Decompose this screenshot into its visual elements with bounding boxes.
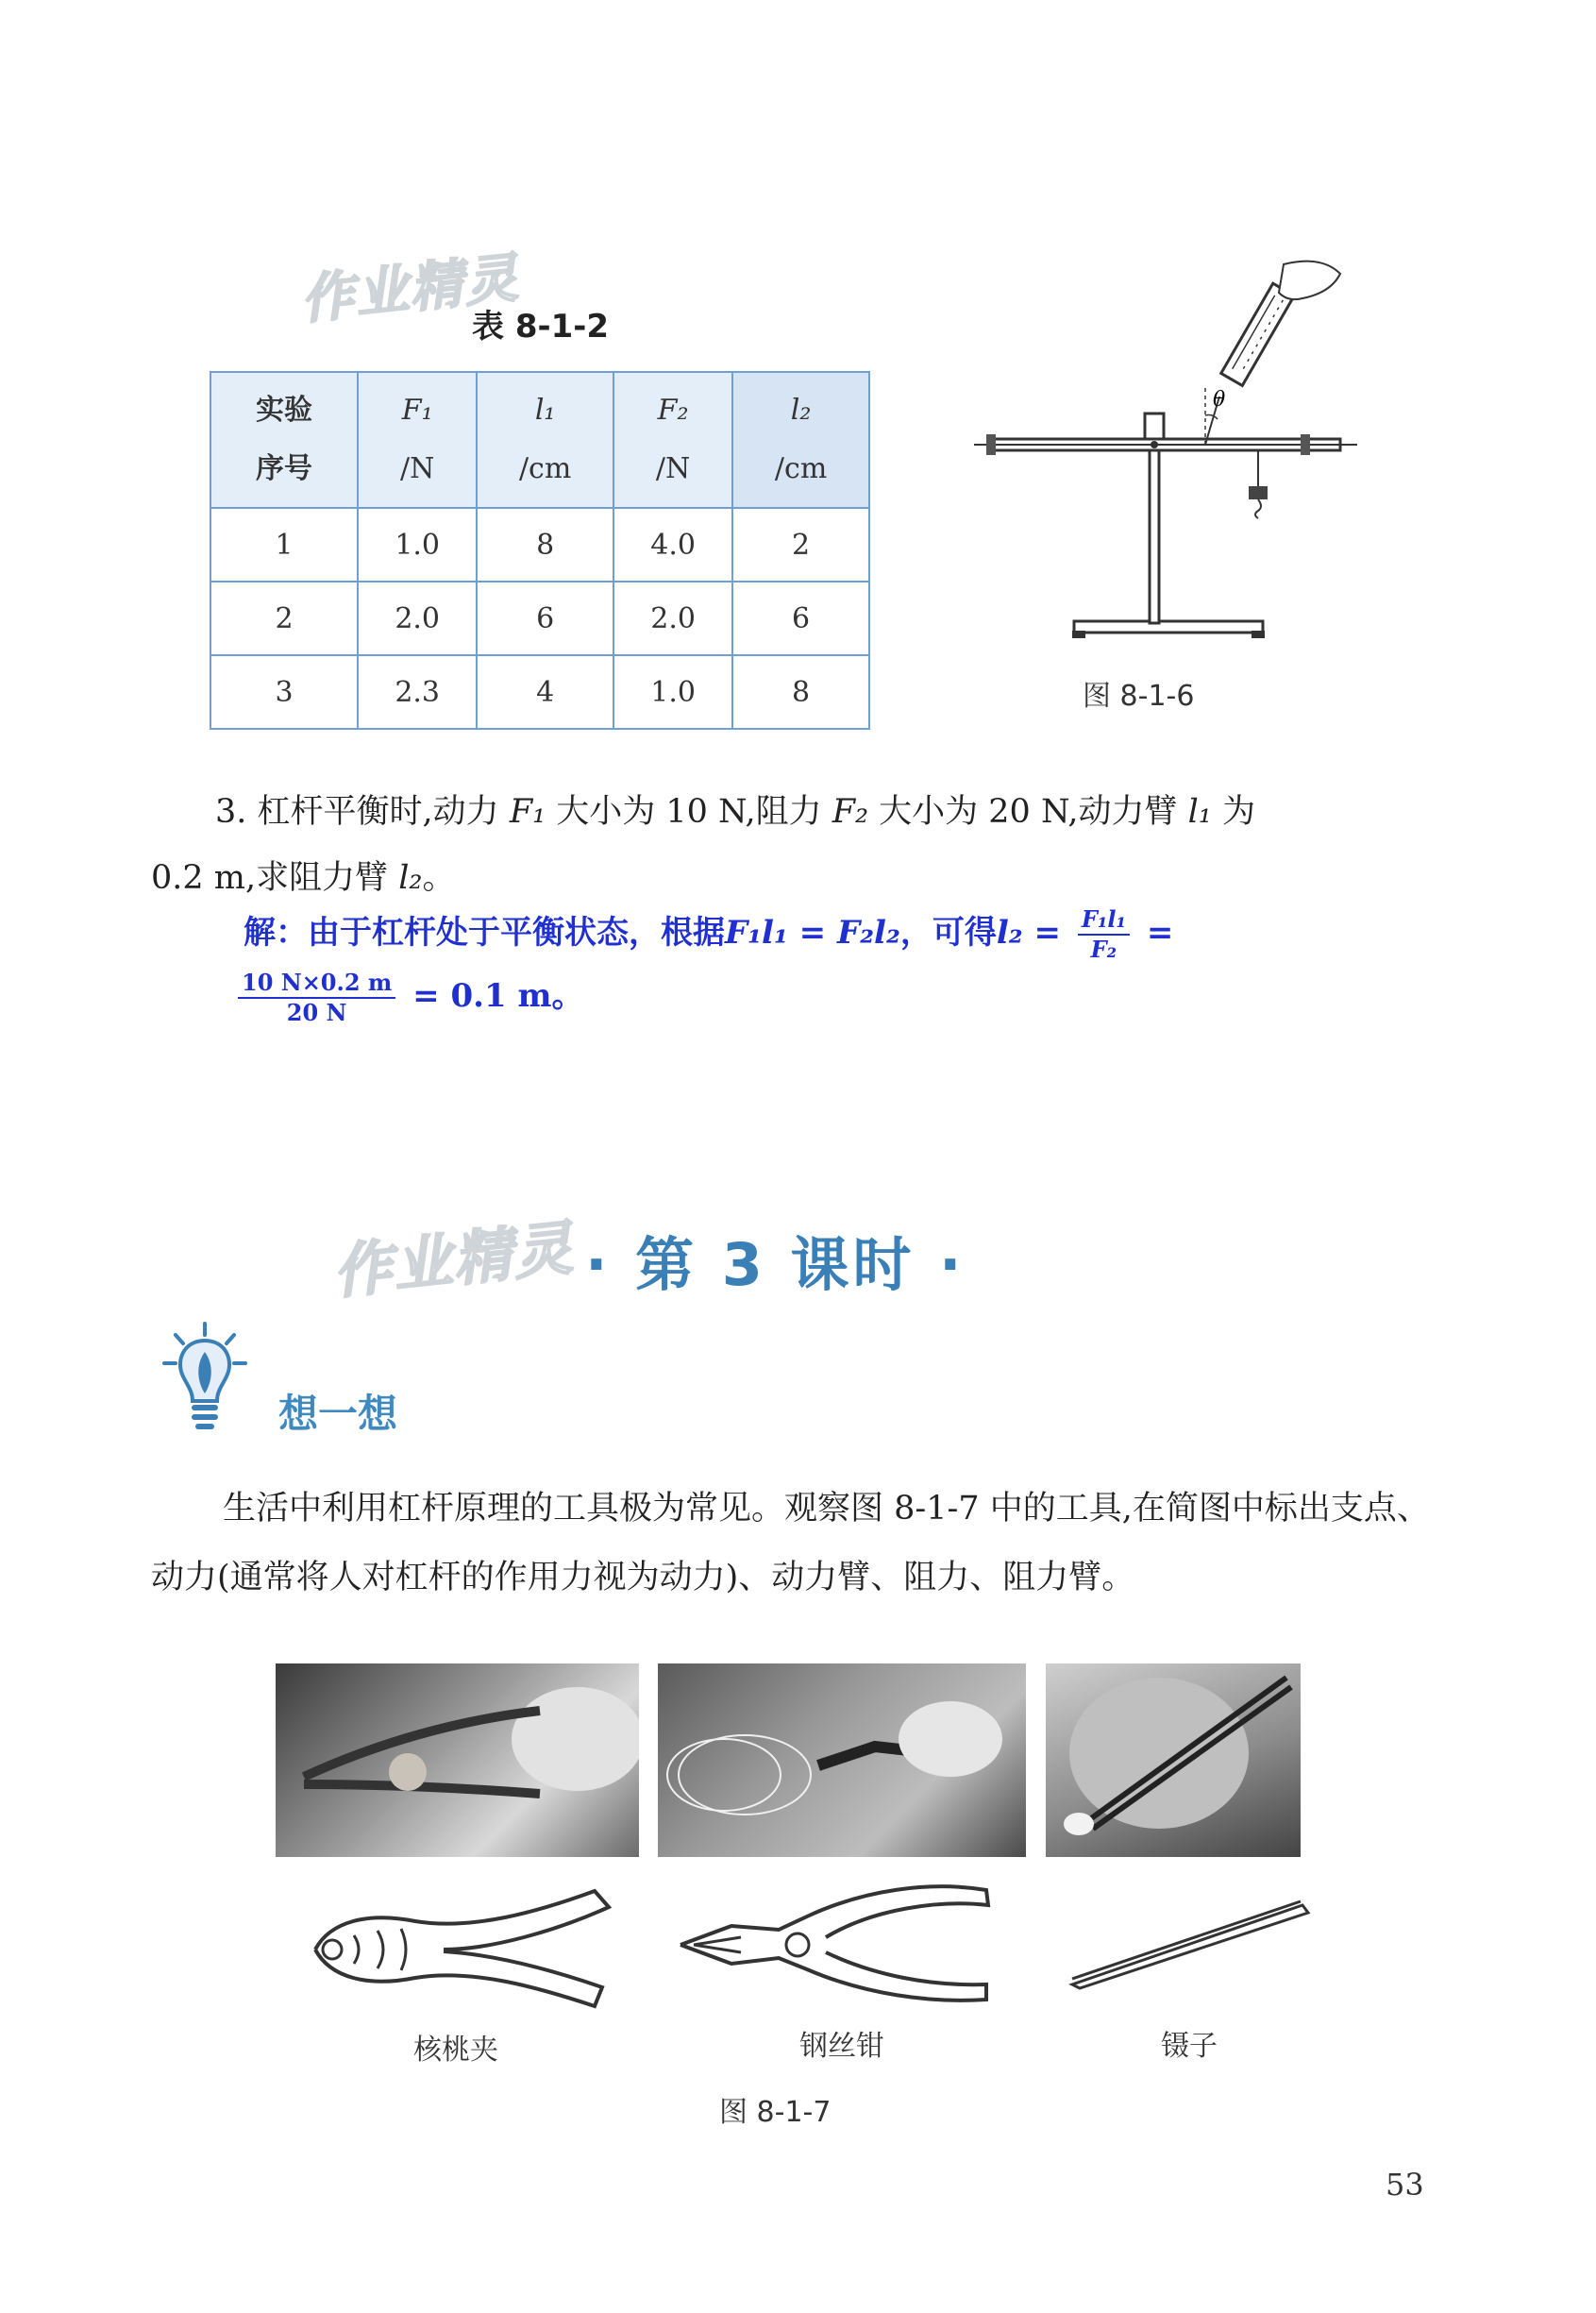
table-row bbox=[210, 655, 869, 729]
figure-caption-8-1-6: 图 8-1-6 bbox=[1083, 680, 1195, 713]
question-text: 大小为 10 N,阻力 bbox=[546, 793, 832, 831]
question-3-line2 bbox=[151, 845, 1444, 911]
table-row bbox=[210, 508, 869, 582]
header-line: 序号 bbox=[256, 452, 313, 485]
nutcracker-photo bbox=[276, 1663, 639, 1857]
table-cell: 6 bbox=[732, 582, 869, 655]
table-cell: 1 bbox=[210, 508, 358, 582]
pliers-photo-sketch bbox=[658, 1663, 1026, 1857]
solution-result: = 0.1 m。 bbox=[412, 977, 584, 1015]
table-cell: 3 bbox=[210, 655, 358, 729]
header-line: l₂ bbox=[790, 394, 812, 427]
header-line: /cm bbox=[774, 452, 828, 485]
table-cell: 1.0 bbox=[358, 508, 477, 582]
table-row bbox=[210, 582, 869, 655]
lesson-title: · 第 3 课时 · bbox=[585, 1230, 966, 1299]
table-cell: 2 bbox=[210, 582, 358, 655]
header-cell bbox=[477, 372, 613, 508]
question-text: 。 bbox=[422, 859, 456, 897]
tweezers-drawing bbox=[1067, 1898, 1312, 1992]
lightbulb-leaf-icon bbox=[162, 1320, 247, 1433]
table-cell: 8 bbox=[732, 655, 869, 729]
table-cell: 1.0 bbox=[613, 655, 732, 729]
table-header-row bbox=[210, 372, 869, 508]
solution-prefix: 解：由于杠杆处于平衡状态，根据 bbox=[244, 914, 725, 952]
question-text: 0.2 m,求阻力臂 bbox=[151, 859, 399, 897]
var-l2: l₂ bbox=[398, 859, 423, 897]
table-caption: 表 8-1-2 bbox=[472, 308, 610, 346]
tweezers-photo bbox=[1046, 1663, 1301, 1857]
header-line: l₁ bbox=[534, 394, 556, 427]
table-cell: 4 bbox=[477, 655, 613, 729]
think-title: 想一想 bbox=[278, 1391, 398, 1437]
pliers-photo bbox=[658, 1663, 1026, 1857]
header-line: /N bbox=[400, 452, 435, 485]
watermark-lesson: 作业精灵 bbox=[329, 1212, 578, 1308]
tool-caption-nutcracker: 核桃夹 bbox=[413, 2034, 498, 2067]
fraction-values bbox=[238, 969, 395, 1027]
header-line: /cm bbox=[518, 452, 572, 485]
solution bbox=[244, 904, 1452, 964]
table-cell: 2.0 bbox=[358, 582, 477, 655]
nutcracker-drawing bbox=[311, 1883, 613, 2016]
table-cell: 4.0 bbox=[613, 508, 732, 582]
tool-caption-pliers: 钢丝钳 bbox=[799, 2030, 884, 2063]
intro-paragraph: 生活中利用杠杆原理的工具极为常见。观察图 8-1-7 中的工具,在简图中标出支点、动力(通常将人对杠杆的作用力视为动力)、动力臂、阻力、阻力臂。 bbox=[151, 1490, 1430, 1596]
var-f2: F₂ bbox=[832, 793, 869, 831]
page-number: 53 bbox=[1386, 2167, 1424, 2203]
solution-lhs: l₂ = bbox=[996, 914, 1061, 952]
watermark-top: 作业精灵 bbox=[297, 247, 523, 331]
experiment-table bbox=[210, 371, 870, 730]
fraction-f1l1-over-f2 bbox=[1078, 905, 1130, 964]
question-3 bbox=[151, 779, 1444, 911]
header-line: F₁ bbox=[401, 394, 433, 427]
table-cell: 2 bbox=[732, 508, 869, 582]
table-cell: 6 bbox=[477, 582, 613, 655]
var-l1: l₁ bbox=[1187, 793, 1212, 831]
table-cell: 2.3 bbox=[358, 655, 477, 729]
header-cell bbox=[732, 372, 869, 508]
header-cell bbox=[613, 372, 732, 508]
header-cell bbox=[358, 372, 477, 508]
fraction-denominator: F₂ bbox=[1090, 936, 1117, 963]
fraction-numerator: 10 N×0.2 m bbox=[238, 969, 395, 999]
question-text: 杠杆平衡时,动力 bbox=[257, 793, 510, 831]
header-cell bbox=[210, 372, 358, 508]
fraction-denominator: 20 N bbox=[286, 999, 347, 1026]
solution-formula: F₁l₁ = F₂l₂ bbox=[725, 914, 900, 952]
question-text: 大小为 20 N,动力臂 bbox=[868, 793, 1188, 831]
var-f1: F₁ bbox=[509, 793, 546, 831]
equals-sign: = bbox=[1146, 914, 1174, 952]
question-3-line1 bbox=[151, 779, 1444, 845]
figure-caption-8-1-7: 图 8-1-7 bbox=[719, 2096, 832, 2129]
header-line: 实验 bbox=[256, 394, 313, 427]
lever-apparatus-figure bbox=[972, 255, 1359, 651]
solution-middle: ，可得 bbox=[899, 914, 997, 952]
pliers-drawing bbox=[675, 1871, 996, 2022]
table-cell: 2.0 bbox=[613, 582, 732, 655]
fraction-numerator: F₁l₁ bbox=[1078, 905, 1130, 936]
header-line: F₂ bbox=[657, 394, 689, 427]
question-number: 3. bbox=[215, 793, 247, 831]
tool-caption-tweezers: 镊子 bbox=[1161, 2030, 1218, 2063]
question-text: 为 bbox=[1211, 793, 1255, 831]
solution-line2 bbox=[238, 968, 583, 1027]
nutcracker-photo-sketch bbox=[276, 1663, 639, 1857]
angle-label: θ bbox=[1213, 388, 1226, 412]
table-cell: 8 bbox=[477, 508, 613, 582]
header-line: /N bbox=[655, 452, 691, 485]
tweezers-photo-sketch bbox=[1046, 1663, 1301, 1857]
